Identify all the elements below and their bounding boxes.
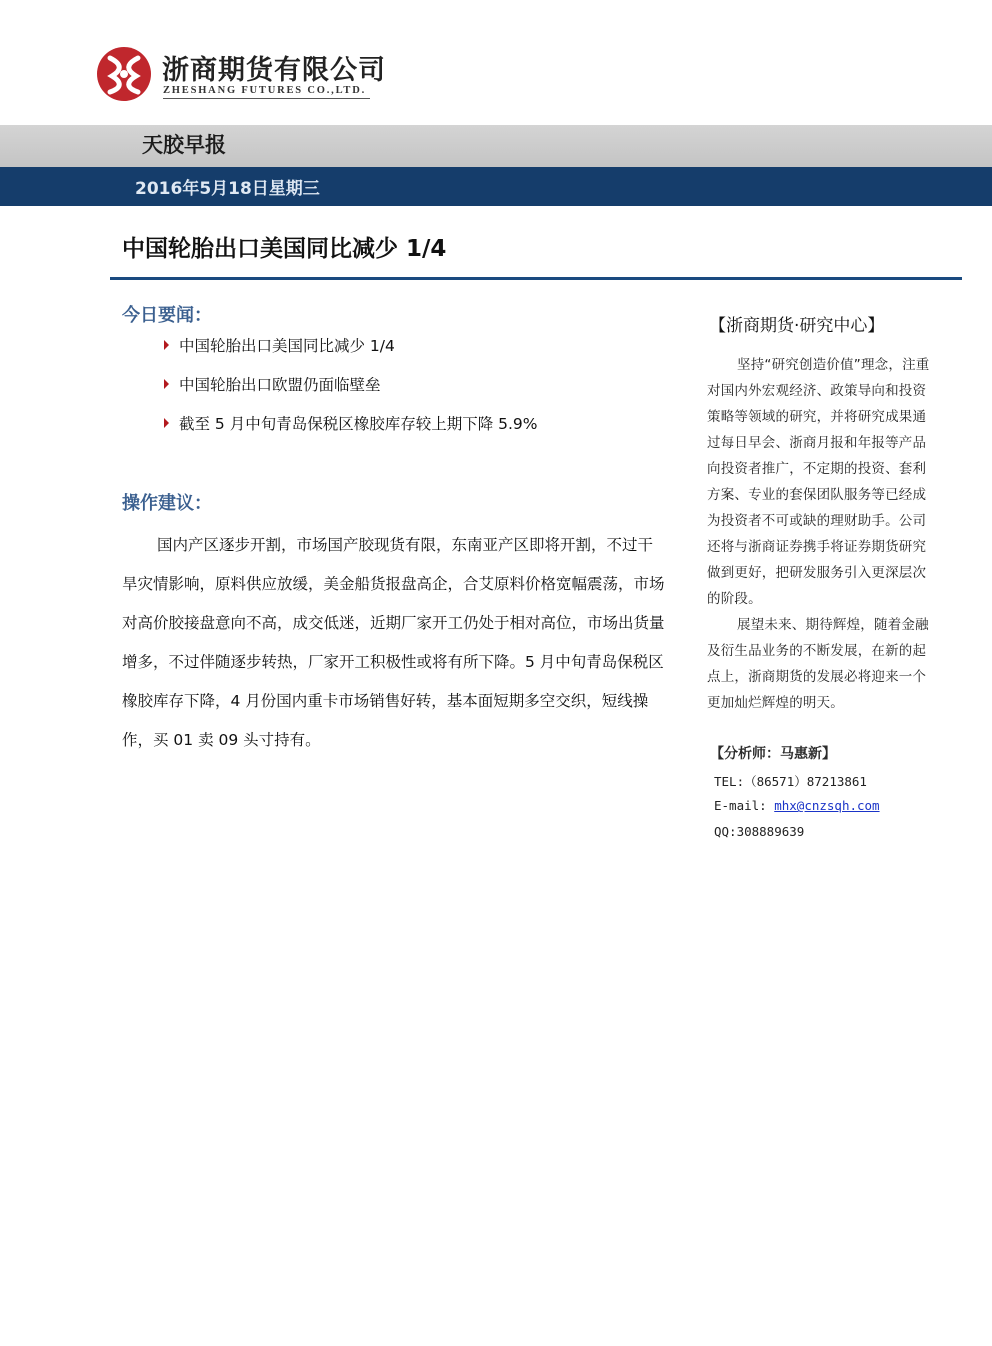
title-divider xyxy=(110,277,962,280)
sidebar-paragraph-1: 坚持“研究创造价值”理念，注重对国内外宏观经济、政策导向和投资策略等领域的研究，并将研究成果通过每日早会、浙商月报和年报等产品向投资者推广，不定期的投资、套利方案、专业的套保团队服务等已经成为投资者不可或缺的理财助手。公司还将与浙商证券携手将证券期货研究做到更好，把研发服务引入更深层次的阶段。 xyxy=(707,357,930,607)
page-title: 中国轮胎出口美国同比减少 1/4 xyxy=(122,236,447,262)
news-item xyxy=(160,373,670,412)
bullet-arrow-icon xyxy=(164,418,169,428)
tel-label: TEL: xyxy=(714,774,745,789)
company-name-en: ZHESHANG FUTURES CO.,LTD. xyxy=(163,85,367,96)
news-section-title: 今日要闻： xyxy=(122,305,212,326)
report-type: 天胶早报 xyxy=(142,133,226,157)
research-center-sidebar xyxy=(707,310,939,716)
analyst-tel xyxy=(714,772,867,790)
news-item xyxy=(160,334,670,373)
bullet-arrow-icon xyxy=(164,340,169,350)
news-item-text: 截至 5 月中旬青岛保税区橡胶库存较上期下降 5.9% xyxy=(179,415,538,433)
company-name-cn: 浙商期货有限公司 xyxy=(162,55,386,86)
email-label: E-mail: xyxy=(714,798,767,813)
tel-value: （86571）87213861 xyxy=(744,774,867,789)
analyst-email xyxy=(714,798,880,813)
email-link[interactable]: mhx@cnzsqh.com xyxy=(774,798,880,813)
advice-section-title: 操作建议： xyxy=(122,493,212,514)
sidebar-paragraph-2: 展望未来、期待辉煌，随着金融及衍生品业务的不断发展，在新的起点上，浙商期货的发展必将迎来一个更加灿烂辉煌的明天。 xyxy=(707,617,929,711)
zheshang-logo-icon xyxy=(96,46,152,102)
sidebar-title: 【浙商期货·研究中心】 xyxy=(709,316,885,336)
news-item-text: 中国轮胎出口欧盟仍面临壁垒 xyxy=(179,376,381,394)
bullet-arrow-icon xyxy=(164,379,169,389)
analyst-qq xyxy=(714,824,804,839)
qq-value: 308889639 xyxy=(736,824,805,839)
report-date: 2016年5月18日星期三 xyxy=(135,179,320,199)
news-item-text: 中国轮胎出口美国同比减少 1/4 xyxy=(179,337,395,355)
qq-label: QQ: xyxy=(714,824,737,839)
logo-underline xyxy=(163,98,370,99)
analyst-label: 【分析师：马惠新】 xyxy=(710,746,836,762)
news-list xyxy=(160,334,670,451)
advice-paragraph: 国内产区逐步开割，市场国产胶现货有限，东南亚产区即将开割，不过干旱灾情影响，原料供应放缓，美金船货报盘高企，合艾原料价格宽幅震荡，市场对高价胶接盘意向不高，成交低迷，近期厂家开工仍处于相对高位，市场出货量增多，不过伴随逐步转热，厂家开工积极性或将有所下降。5 月中旬青岛保税区橡胶库存下降，4 月份国内重卡市场销售好转，基本面短期多空交织，短线操作，买 01 卖 09 头寸持有。 xyxy=(122,536,665,749)
company-logo xyxy=(96,46,386,106)
news-item xyxy=(160,412,670,451)
